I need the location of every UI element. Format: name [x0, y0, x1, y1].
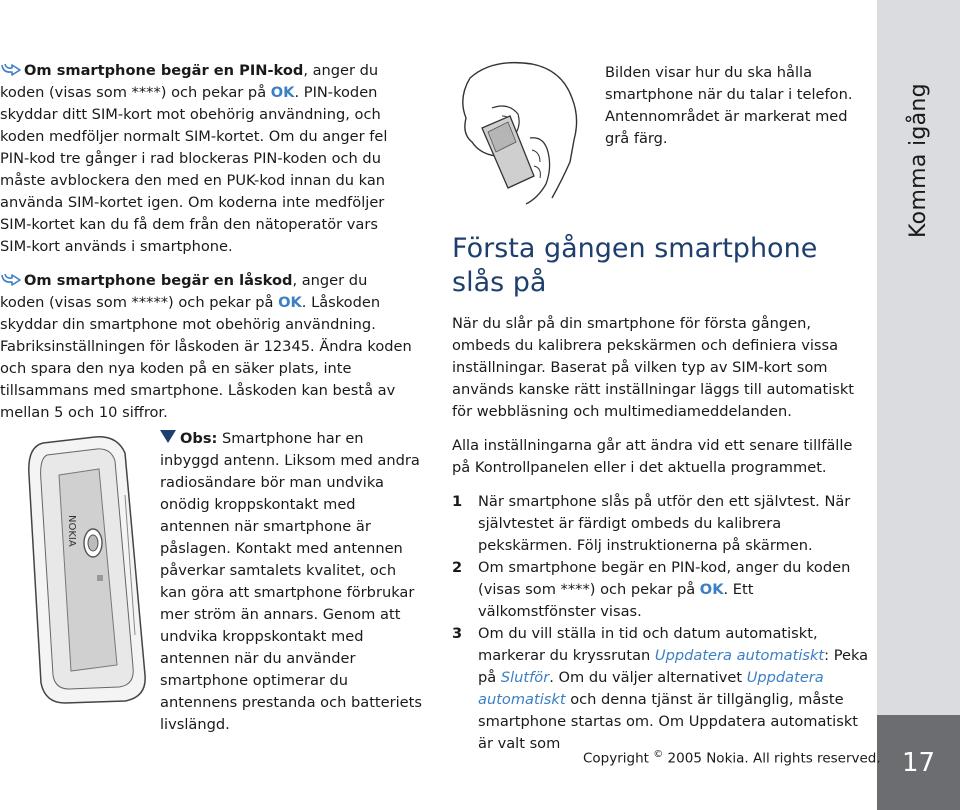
step-2	[452, 557, 872, 623]
copyright-symbol: ©	[653, 749, 664, 760]
step-3-c: . Om du väljer alternativet	[549, 669, 747, 686]
note-triangle-icon	[160, 430, 176, 443]
pin-code-heading: Om smartphone begär en PIN-kod	[24, 62, 304, 79]
copyright-pre: Copyright	[583, 750, 654, 767]
pin-code-text-2: . PIN-koden skyddar ditt SIM-kort mot obehörig användning, och koden medföljer normalt SIM-kortet. Om du anger fel PIN-kod tre gånger i rad blockeras PIN-koden och du måste avblockera den med en PUK-kod innan du kan använda SIM-kortet igen. Om koderna inte medföljer SIM-kortet kan du få dem från den nätoperatör vars SIM-kort används i smartphone.	[0, 84, 388, 255]
caption-text: Bilden visar hur du ska hålla smartphone när du talar i telefon. Antennområdet är markerat med grå färg.	[605, 64, 853, 147]
pin-code-paragraph	[0, 60, 412, 258]
step-2-pre: Om smartphone begär en PIN-kod, anger du koden (visas som ****) och pekar på	[478, 559, 851, 598]
intro-paragraph-2: Alla inställningarna går att ändra vid ett senare tillfälle på Kontrollpanelen eller i det aktuella programmet.	[452, 437, 853, 476]
step-3-d: och denna tjänst är tillgänglig, måste smartphone startas om. Om Uppdatera automatiskt är valt som	[478, 691, 858, 752]
step-number: 2	[452, 559, 463, 576]
lock-code-text-2: . Låskoden skyddar din smartphone mot obehörig användning. Fabriksinställningen för låskoden är 12345. Ändra koden och spara den nya koden på en säker plats, inte tillsammans med smartphone. Låskoden kan bestå av mellan 5 och 10 siffror.	[0, 294, 412, 421]
arrow-right-icon	[0, 273, 22, 287]
page-number: 17	[877, 715, 960, 810]
copyright	[583, 744, 881, 770]
step-text: När smartphone slås på utför den ett självtest. När självtestet är färdigt ombeds du kalibrera pekskärmen. Följ instruktionerna på skärmen.	[478, 493, 851, 554]
lock-code-heading: Om smartphone begär en låskod	[24, 272, 293, 289]
lock-code-paragraph	[0, 270, 412, 424]
intro-paragraph: När du slår på din smartphone för första gången, ombeds du kalibrera pekskärmen och definiera vissa inställningar. Baserat på vilken typ av SIM-kort som används kanske rätt inställningar läggs till automatiskt för webbläsning och multimediameddelanden.	[452, 315, 855, 420]
antenna-note	[160, 428, 425, 736]
copyright-post: 2005 Nokia. All rights reserved.	[663, 750, 881, 767]
ok-label: OK	[278, 294, 302, 311]
step-number: 1	[452, 493, 463, 510]
step-text	[478, 623, 872, 755]
middle-body	[452, 313, 872, 755]
arrow-right-icon	[0, 63, 22, 77]
antenna-note-text	[160, 428, 425, 736]
step-2-post: . Ett välkomstfönster visas.	[478, 581, 754, 620]
ok-label: OK	[270, 84, 295, 101]
phone-illustration	[25, 435, 150, 705]
section-title: Första gången smartphone slås på	[452, 233, 818, 298]
section-label-text: Komma igång	[906, 82, 931, 238]
lock-code-text-1: , anger du koden (visas som *****) och pekar på	[0, 272, 368, 311]
note-body: Smartphone har en inbyggd antenn. Liksom med andra radiosändare bör man undvika onödig kroppskontakt med antennen när smartphone är påslagen. Kontakt med antennen påverkar samtalets kvalitet, och kan göra att smartphone förbrukar mer ström än annars. Genom att undvika kroppskontakt med antennen när du använder smartphone optimerar du antennens prestanda och batteriets livslängd.	[160, 430, 422, 733]
note-label: Obs:	[180, 430, 218, 447]
head-holding-phone-illustration	[452, 58, 592, 208]
step-3-a: Om du vill ställa in tid och datum automatiskt, markerar du kryssrutan	[478, 625, 818, 664]
step-3-b: : Peka på	[478, 647, 869, 686]
pin-code-text-1: , anger du koden (visas som ****) och pekar på	[0, 62, 379, 101]
step-text	[478, 557, 872, 623]
step-3	[452, 623, 872, 755]
ok-label: OK	[699, 581, 724, 598]
section-label	[877, 0, 960, 320]
phone-brand-text: NOKIA	[66, 515, 77, 547]
step-1	[452, 491, 872, 557]
left-column	[0, 60, 412, 424]
step-number: 3	[452, 625, 463, 642]
finish-link: Slutför	[500, 669, 550, 686]
update-auto-link: Uppdatera automatiskt	[654, 647, 825, 664]
illustration-caption	[605, 62, 870, 150]
update-auto-link-2: Uppdatera automatiskt	[478, 669, 824, 708]
